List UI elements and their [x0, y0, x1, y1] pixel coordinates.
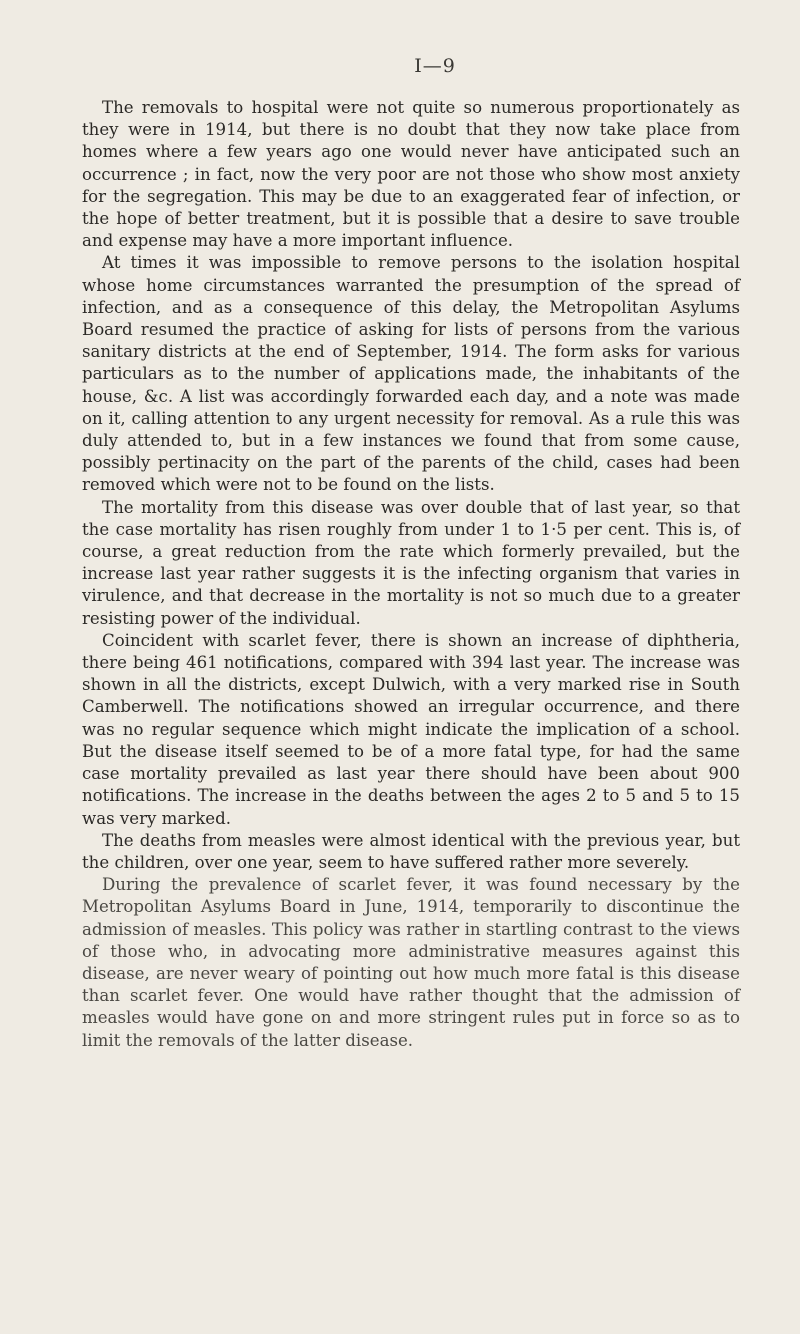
paragraph-scarlet-mortality: The mortality from this disease was over double that of last year, so that the case mortality has risen roughly from under 1 to 1·5 per cent. This is, of course, a great reduction from the rate which formerly prevailed, but the increase last year rather suggests it is the infecting organism that varies in virulence, and that decrease in the mortality is not so much due to a greater resisting power of the individual. [82, 497, 740, 628]
paragraph-diphtheria: Coincident with scarlet fever, there is shown an increase of diphtheria, there being 461 notifications, compared with 394 last year. The increase was shown in all the districts, except Dulwich, with a very marked rise in South Camberwell. The notifications showed an irregular occurrence, and there was no regular sequence which might indicate the implication of a school. But the disease itself seemed to be of a more fatal type, for had the same case mortality prevailed as last year there should have been about 900 notifications. The increase in the deaths between the ages 2 to 5 and 5 to 15 was very marked. [82, 630, 740, 828]
page-number: I—9 [414, 55, 456, 77]
paragraph-isolation-lists: At times it was impossible to remove persons to the isolation hospital whose home circumstances warranted the presumption of the spread of infection, and as a consequence of this delay, the Metropolitan Asylums Board resumed the practice of asking for lists of persons from the various sanitary districts at the end of September, 1914. The form asks for various particulars as to the number of applications made, the inhabitants of the house, &c. A list was accordingly forwarded each day, and a note was made on it, calling attention to any urgent necessity for removal. As a rule this was duly attended to, but in a few instances we found that from some cause, possibly pertinacity on the part of the parents of the child, cases had been removed which were not to be found on the lists. [82, 253, 740, 495]
paragraph-measles-deaths: The deaths from measles were almost identical with the previous year, but the children, over one year, seem to have suffered rather more severely. [82, 830, 740, 872]
document-page [82, 55, 740, 1052]
paragraph-measles-admission: During the prevalence of scarlet fever, it was found necessary by the Metropolitan Asylums Board in June, 1914, temporarily to discontinue the admission of measles. This policy was rather in startling contrast to the views of those who, in advocating more administrative measures against this disease, are never weary of pointing out how much more fatal is this disease than scarlet fever. One would have rather thought that the admission of measles would have gone on and more stringent rules put in force so as to limit the removals of the latter disease. [82, 875, 740, 1050]
paragraph-hospital-removals: The removals to hospital were not quite so numerous proportionately as they were in 1914, but there is no doubt that they now take place from homes where a few years ago one would never have anticipated such an occurrence ; in fact, now the very poor are not those who show most anxiety for the segregation. This may be due to an exaggerated fear of infection, or the hope of better treatment, but it is possible that a desire to save trouble and expense may have a more important influence. [82, 98, 740, 251]
